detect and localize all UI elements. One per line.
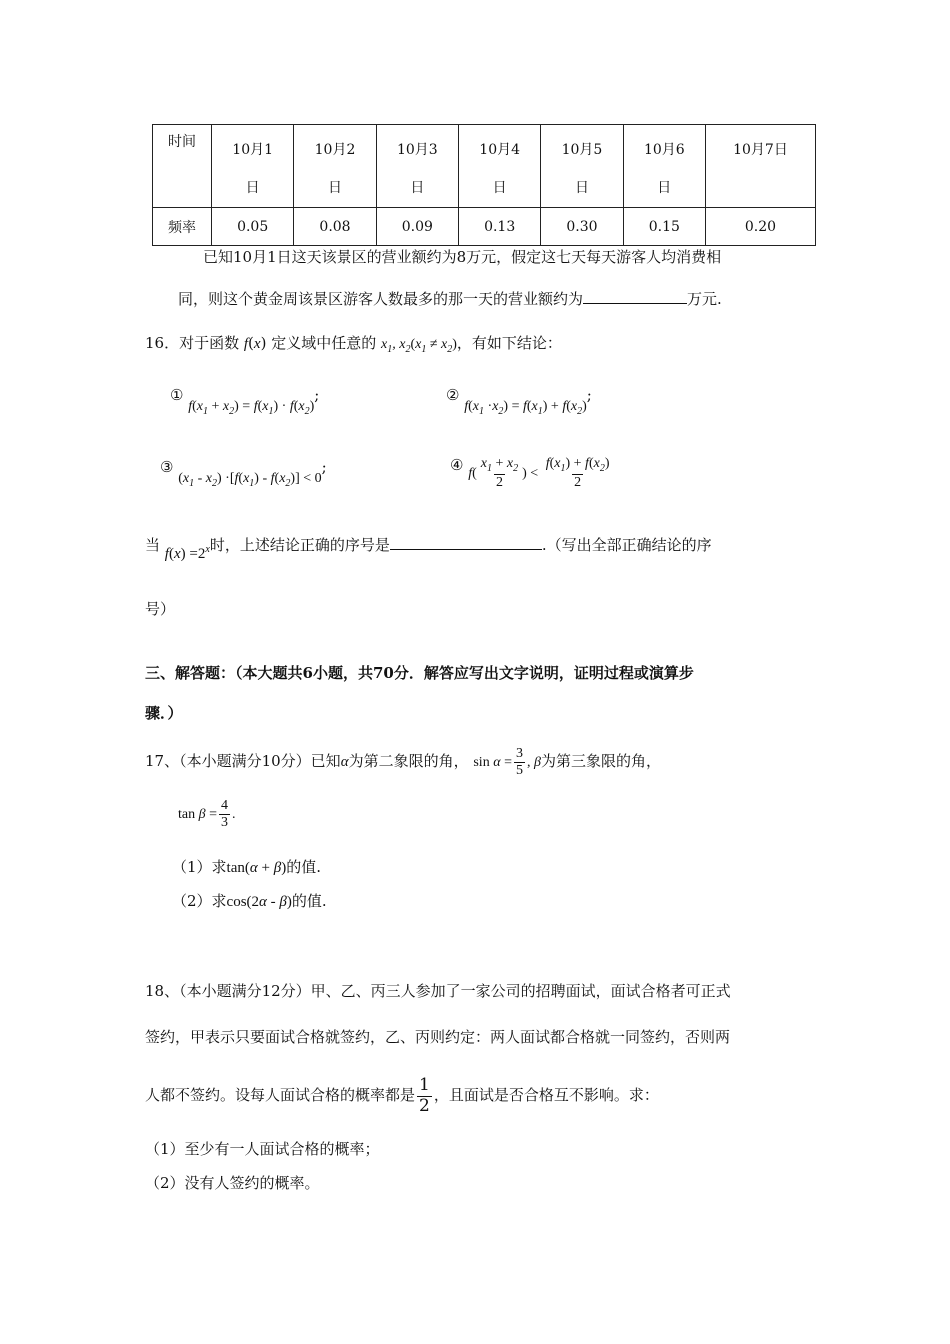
q15-line2 bbox=[178, 288, 722, 309]
table-header-rate: 频率 bbox=[153, 208, 212, 246]
date-line2: 日 bbox=[245, 180, 260, 196]
date-line1: 10月2 bbox=[314, 142, 356, 158]
table-cell: 0.20 bbox=[705, 208, 815, 246]
circle-2: ② bbox=[446, 386, 460, 404]
q17-sub1-post: 的值. bbox=[286, 858, 321, 876]
date-line2: 日 bbox=[327, 180, 342, 196]
conclusion-3: ③ $(x_1 - x_2) \cdot[f(x_1) - f(x_2)] < 0$; bbox=[160, 458, 327, 489]
q17-tan-beta: tan β = $\frac{4}{3}$ . bbox=[178, 798, 236, 831]
q18-line2: 签约，甲表示只要面试合格就签约，乙、丙则约定：两人面试都合格就一同签约，否则两 bbox=[145, 1028, 731, 1046]
q17-sub1-pre: （1）求 bbox=[172, 858, 227, 876]
section-3-heading: 三、解答题：（本大题共6小题，共70分．解答应写出文字说明，证明过程或演算步 bbox=[145, 664, 694, 682]
table-cell bbox=[623, 125, 705, 208]
q15-line2-text: 同，则这个黄金周该景区游客人数最多的那一天的营业额约为 bbox=[178, 290, 584, 308]
q16-tail2: 号） bbox=[145, 600, 176, 618]
table-cell: 0.15 bbox=[623, 208, 705, 246]
q16-tail: .（写出全部正确结论的序 bbox=[541, 536, 712, 554]
table-cell: 0.13 bbox=[458, 208, 540, 246]
q18-line3: 人都不签约。设每人面试合格的概率都是 $\frac{1}{2}$ ，且面试是否合格互不影响。求： bbox=[145, 1075, 659, 1116]
q16-when: 当 $f(x) =2^x$时，上述结论正确的序号是 .（写出全部正确结论的序 bbox=[145, 536, 712, 562]
table-cell: 0.08 bbox=[294, 208, 376, 246]
table-row bbox=[153, 125, 816, 208]
circle-3: ③ bbox=[160, 458, 174, 476]
q17-beta-desc: 为第三象限的角， bbox=[540, 751, 661, 770]
table-cell bbox=[705, 125, 815, 208]
table-cell: 0.30 bbox=[541, 208, 623, 246]
date-line1: 10月6 bbox=[643, 142, 685, 158]
conclusion-4: ④ f( $\frac{x_1 + x_2}{2}$ ) < $\frac{f(x_1) + f(x_2)}{2}$ bbox=[450, 456, 610, 491]
fx-expr: f bbox=[243, 336, 249, 352]
q18-line3-post: ，且面试是否合格互不影响。求： bbox=[433, 1086, 659, 1105]
q15-unit: 万元. bbox=[687, 290, 722, 308]
q16-mid2: ，有如下结论： bbox=[456, 334, 562, 352]
q17-intro: 17、（本小题满分10分）已知 bbox=[145, 751, 341, 770]
table-header-time: 时间 bbox=[153, 125, 212, 208]
q16-mid1: 定义域中任意的 bbox=[271, 334, 377, 352]
date-line2: 日 bbox=[657, 180, 672, 196]
table-cell bbox=[458, 125, 540, 208]
q16-when-text: 当 bbox=[145, 536, 161, 554]
frequency-table bbox=[152, 124, 816, 246]
q17-sub2-pre: （2）求 bbox=[172, 892, 227, 910]
conclusion-2: ② $f(x_1 \cdot x_2) = f(x_1) + f(x_2)$; bbox=[446, 386, 592, 417]
date-line1: 10月3 bbox=[396, 142, 438, 158]
q18-line3-pre: 人都不签约。设每人面试合格的概率都是 bbox=[145, 1086, 416, 1105]
q18-sub2: （2）没有人签约的概率。 bbox=[145, 1174, 320, 1192]
q15-line1: 已知10月1日这天该景区的营业额约为8万元，假定这七天每天游客人均消费相 bbox=[203, 248, 722, 266]
answer-blank[interactable] bbox=[390, 549, 542, 550]
x1x2-expr: $x_1$, $x_2(x_1 \ne x_2)$ bbox=[381, 337, 457, 355]
q17-sub2-post: 的值. bbox=[291, 892, 327, 910]
q17-sub1: （1）求tan(α + β)的值. bbox=[172, 858, 321, 876]
date-line1: 10月1 bbox=[232, 142, 274, 158]
date-line2: 日 bbox=[410, 180, 425, 196]
q17-stem: 17、（本小题满分10分）已知α为第二象限的角， sin α = $\frac{3}{5}$ , β为第三象限的角， bbox=[145, 746, 661, 779]
q16-number: 16．对于函数 bbox=[145, 334, 240, 352]
section-3-heading-cont: 骤．） bbox=[145, 704, 183, 722]
table-cell bbox=[541, 125, 623, 208]
circle-1: ① bbox=[170, 386, 184, 404]
date-line1: 10月4 bbox=[479, 142, 521, 158]
q18-line1: 18、（本小题满分12分）甲、乙、丙三人参加了一家公司的招聘面试，面试合格者可正式 bbox=[145, 982, 731, 1000]
table-row bbox=[153, 208, 816, 246]
date-line1: 10月5 bbox=[561, 142, 603, 158]
q16-after: 时，上述结论正确的序号是 bbox=[209, 536, 390, 554]
table-cell bbox=[376, 125, 458, 208]
q17-alpha-desc: 为第二象限的角， bbox=[348, 751, 469, 770]
circle-4: ④ bbox=[450, 456, 464, 474]
date-line1: 10月7日 bbox=[733, 142, 788, 158]
q16-stem: 16．对于函数 f(x) 定义域中任意的 $x_1$, $x_2(x_1 \ne x_2)$，有如下结论： bbox=[145, 334, 562, 355]
q17-sub2: （2）求cos(2α - β)的值. bbox=[172, 892, 327, 910]
date-line2: 日 bbox=[574, 180, 589, 196]
table-cell bbox=[212, 125, 294, 208]
table-cell: 0.09 bbox=[376, 208, 458, 246]
date-line2: 日 bbox=[492, 180, 507, 196]
table-cell: 0.05 bbox=[212, 208, 294, 246]
conclusion-1: ① $f(x_1 + x_2) = f(x_1) \cdot f(x_2)$; bbox=[170, 386, 320, 417]
q18-sub1: （1）至少有一人面试合格的概率； bbox=[145, 1140, 380, 1158]
answer-blank[interactable] bbox=[583, 303, 687, 304]
table-cell bbox=[294, 125, 376, 208]
